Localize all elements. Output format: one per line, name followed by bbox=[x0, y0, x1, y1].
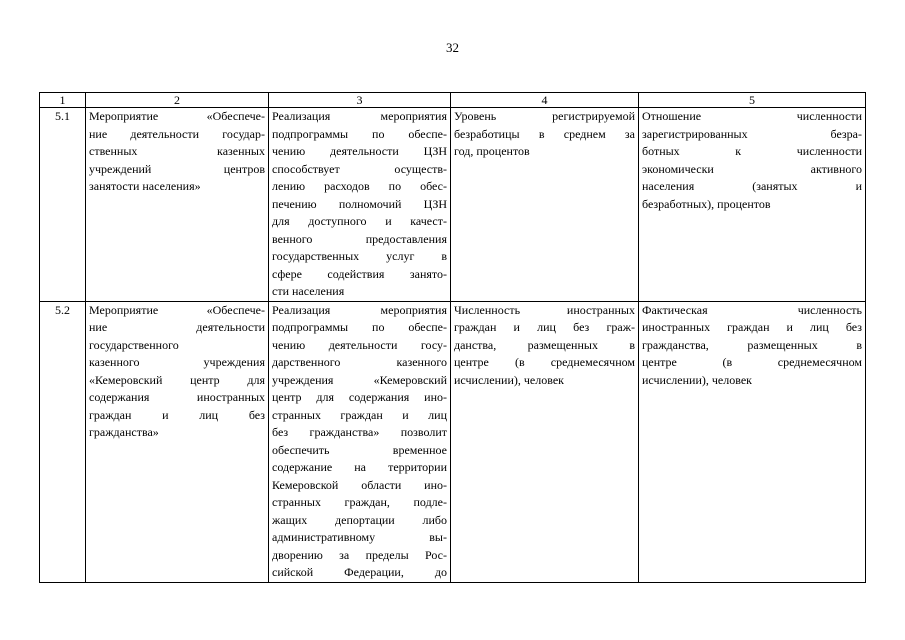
header-cell-1: 1 bbox=[40, 93, 86, 108]
text-line: граждан и лиц без граж- bbox=[454, 320, 635, 334]
text-line: подпрограммы по обеспе- bbox=[272, 320, 447, 334]
text-line: центр для содержания ино- bbox=[272, 390, 447, 404]
text-line: государственного bbox=[89, 337, 179, 352]
text-line: год, процентов bbox=[454, 144, 530, 158]
text-line: занятости населения» bbox=[89, 179, 201, 193]
header-cell-3: 3 bbox=[269, 93, 451, 108]
text-line: государственных услуг в bbox=[272, 249, 447, 263]
table-row bbox=[40, 301, 866, 582]
row-number: 5.1 bbox=[40, 108, 86, 302]
event-cell bbox=[86, 301, 269, 582]
text-line: жащих депортации либо bbox=[272, 512, 447, 527]
method-cell bbox=[639, 301, 866, 582]
text-line: населения (занятых и bbox=[642, 179, 862, 193]
text-line: исчислении), человек bbox=[454, 372, 564, 387]
text-line: печению полномочий ЦЗН bbox=[272, 196, 447, 211]
text-line: дарственного казенного bbox=[272, 355, 447, 369]
text-line: Отношение численности bbox=[642, 109, 862, 123]
text-line: содержание на территории bbox=[272, 460, 447, 474]
text-line: Уровень регистрируемой bbox=[454, 109, 635, 123]
text-line: «Кемеровский центр для bbox=[89, 372, 265, 387]
text-line: безработицы в среднем за bbox=[454, 126, 635, 141]
text-line: центре (в среднемесячном bbox=[642, 355, 862, 369]
text-line: странных граждан и лиц bbox=[272, 407, 447, 422]
table-row bbox=[40, 108, 866, 302]
text-line: гражданства» bbox=[89, 425, 159, 439]
text-line: чению деятельности ЦЗН bbox=[272, 144, 447, 158]
text-line: ботных к численности bbox=[642, 144, 862, 158]
event-cell bbox=[86, 108, 269, 302]
indicator-cell bbox=[451, 108, 639, 302]
table-header-row bbox=[40, 93, 866, 108]
text-line: данства, размещенных в bbox=[454, 337, 635, 352]
header-cell-2: 2 bbox=[86, 93, 269, 108]
text-line: венного предоставления bbox=[272, 231, 447, 246]
text-line: сийской Федерации, до bbox=[272, 565, 447, 579]
text-line: обеспечить временное bbox=[272, 442, 447, 457]
text-line: дворению за пределы Рос- bbox=[272, 547, 447, 562]
realization-cell bbox=[269, 301, 451, 582]
text-line: граждан и лиц без bbox=[89, 407, 265, 422]
text-line: Реализация мероприятия bbox=[272, 302, 447, 317]
text-line: странных граждан, подле- bbox=[272, 495, 447, 509]
text-line: Реализация мероприятия bbox=[272, 109, 447, 123]
text-line: ственных казенных bbox=[89, 144, 265, 158]
text-line: зарегистрированных безра- bbox=[642, 126, 862, 141]
text-line: подпрограммы по обеспе- bbox=[272, 126, 447, 141]
text-line: способствует осуществ- bbox=[272, 161, 447, 176]
text-line: центре (в среднемесячном bbox=[454, 355, 635, 369]
text-line: чению деятельности госу- bbox=[272, 337, 447, 352]
page-number: 32 bbox=[446, 40, 459, 55]
header-cell-5: 5 bbox=[639, 93, 866, 108]
text-line: сфере содействия занято- bbox=[272, 266, 447, 281]
text-line: Мероприятие «Обеспече- bbox=[89, 109, 265, 123]
text-line: для доступного и качест- bbox=[272, 214, 447, 228]
text-line: экономически активного bbox=[642, 161, 862, 176]
text-line: учреждения «Кемеровский bbox=[272, 372, 447, 387]
text-line: безработных), процентов bbox=[642, 196, 771, 211]
text-line: Мероприятие «Обеспече- bbox=[89, 302, 265, 317]
text-line: учреждений центров bbox=[89, 161, 265, 176]
text-line: Кемеровской области ино- bbox=[272, 477, 447, 492]
indicator-cell bbox=[451, 301, 639, 582]
text-line: исчислении), человек bbox=[642, 372, 752, 387]
text-line: казенного учреждения bbox=[89, 355, 265, 369]
text-line: лению расходов по обес- bbox=[272, 179, 447, 193]
text-line: без гражданства» позволит bbox=[272, 425, 447, 439]
row-number: 5.2 bbox=[40, 301, 86, 582]
text-line: Численность иностранных bbox=[454, 302, 635, 317]
text-line: Фактическая численность bbox=[642, 302, 862, 317]
text-line: гражданства, размещенных в bbox=[642, 337, 862, 352]
text-line: сти населения bbox=[272, 284, 345, 298]
text-line: административному вы- bbox=[272, 530, 447, 544]
header-cell-4: 4 bbox=[451, 93, 639, 108]
method-cell bbox=[639, 108, 866, 302]
indicators-table bbox=[39, 92, 866, 583]
text-line: ние деятельности государ- bbox=[89, 126, 265, 141]
text-line: содержания иностранных bbox=[89, 390, 265, 404]
realization-cell bbox=[269, 108, 451, 302]
text-line: иностранных граждан и лиц без bbox=[642, 320, 862, 334]
text-line: ние деятельности bbox=[89, 320, 265, 334]
